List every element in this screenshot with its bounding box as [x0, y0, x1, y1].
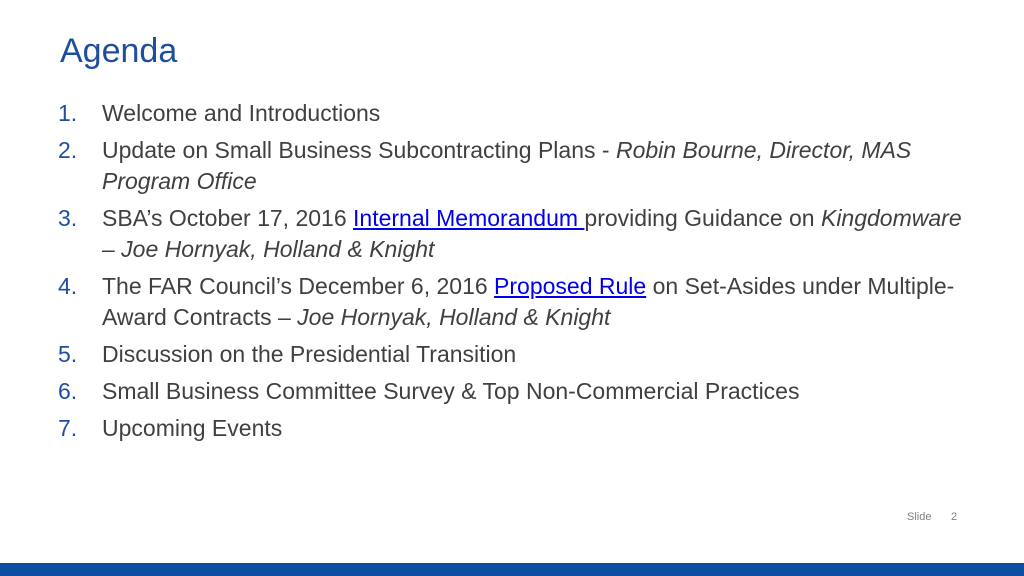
- item-text: Welcome and Introductions: [102, 100, 381, 126]
- agenda-item-4: [58, 271, 978, 333]
- item-text-cont: providing Guidance on: [584, 205, 821, 231]
- item-number: 1.: [58, 100, 78, 126]
- agenda-item-3: [58, 203, 978, 265]
- item-speaker: Joe Hornyak, Holland & Knight: [297, 304, 611, 330]
- item-number: 5.: [58, 341, 78, 367]
- proposed-rule-link[interactable]: Proposed Rule: [494, 273, 647, 299]
- agenda-item-7: [58, 413, 978, 444]
- item-number: 3.: [58, 205, 78, 231]
- item-text: Update on Small Business Subcontracting Plans -: [102, 137, 616, 163]
- item-number: 4.: [58, 273, 78, 299]
- item-number: 7.: [58, 415, 78, 441]
- agenda-item-6: [58, 376, 978, 407]
- slide-title: Agenda: [60, 32, 178, 70]
- slide-label: Slide: [907, 511, 932, 523]
- agenda-item-5: [58, 339, 978, 370]
- internal-memorandum-link[interactable]: Internal Memorandum: [353, 205, 585, 231]
- agenda-item-2: [58, 135, 978, 197]
- item-number: 2.: [58, 137, 78, 163]
- slide-number: 2: [951, 511, 958, 523]
- item-number: 6.: [58, 378, 78, 404]
- item-speaker: Kingdomware – Joe Hornyak, Holland & Knight: [102, 205, 962, 262]
- item-text-cont: on Set-Asides under Multiple-Award Contracts –: [102, 273, 955, 330]
- item-text: Discussion on the Presidential Transition: [102, 341, 517, 367]
- item-text: The FAR Council’s December 6, 2016: [102, 273, 495, 299]
- agenda-item-1: [58, 98, 978, 129]
- item-text: SBA’s October 17, 2016: [102, 205, 354, 231]
- item-speaker: Robin Bourne, Director, MAS Program Office: [102, 137, 912, 194]
- item-text: Small Business Committee Survey & Top Non-Commercial Practices: [102, 378, 800, 404]
- bottom-brand-bar: [0, 563, 1024, 576]
- agenda-list: [58, 98, 978, 450]
- item-text: Upcoming Events: [102, 415, 283, 441]
